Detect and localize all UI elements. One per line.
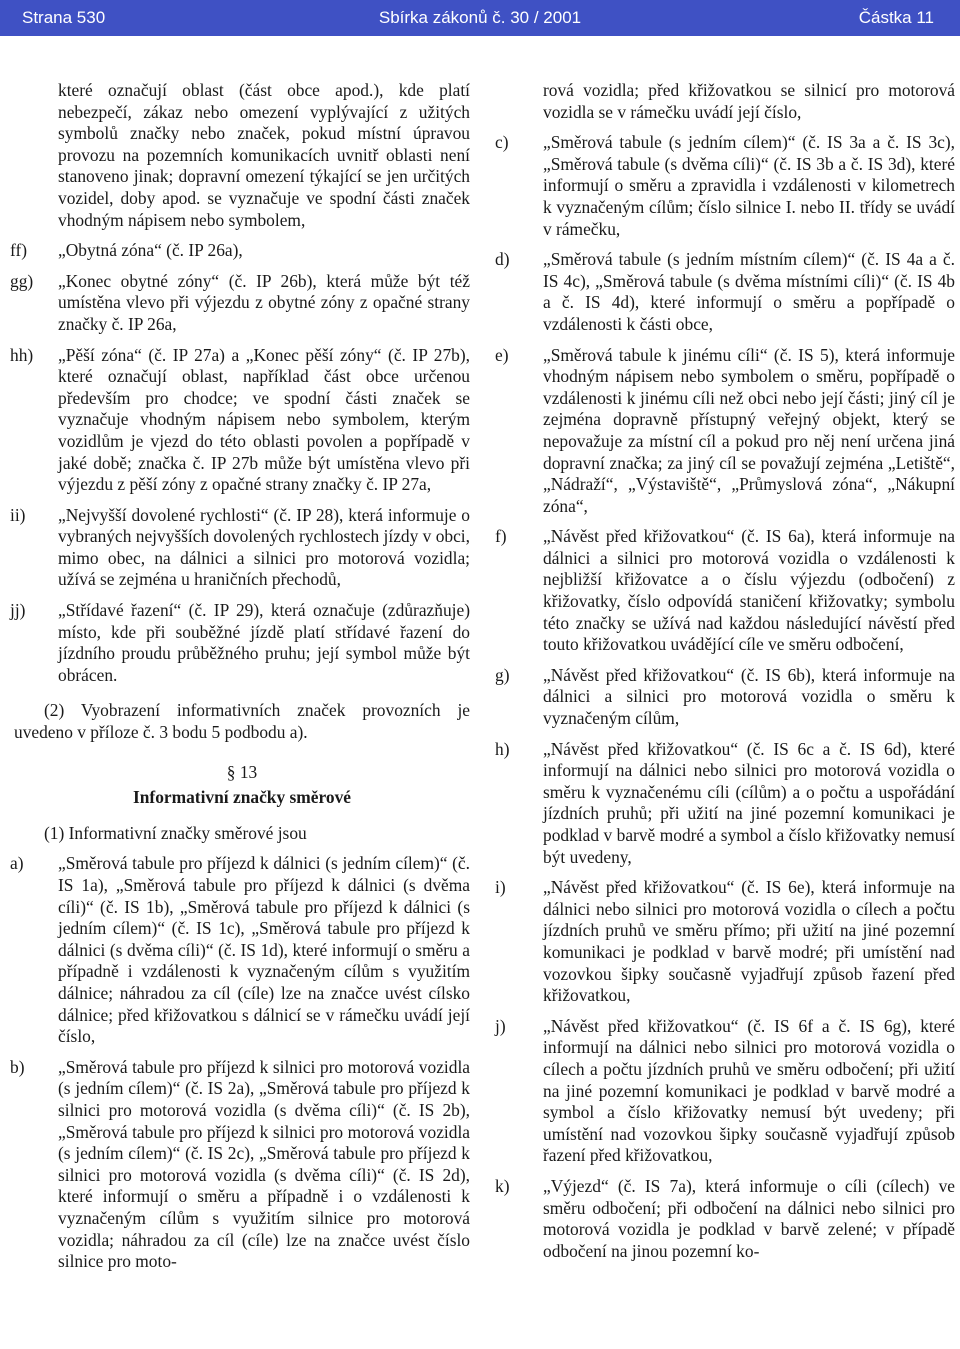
list-item (10, 344, 470, 496)
item-text: „Směrová tabule pro příjezd k dálnici (s jedním cílem)“ (č. IS 1a), „Směrová tabule pro příjezd k dálnici (s dvěma cíli)“ (č. IS 1b), „Směrová tabule pro příjezd k dálnici (s jedním cílem)“ (č. IS 1c), „Směrová tabule pro příjezd k dálnici (s dvěma cíli)“ (č. IS 1d), které informují o směru a případně i vzdálenosti k vyznačeným cílům s využitím dálnice; náhradou za cíl (cíle) lze na značce uvést cílsko dálnice; před křižovatkou s dálnicí se v rámečku uvádí její číslo, (58, 853, 470, 1047)
list-item (10, 600, 470, 686)
item-marker: f) (495, 526, 507, 547)
left-column (10, 80, 470, 1273)
item-marker: j) (495, 1015, 506, 1036)
item-marker: c) (495, 132, 509, 153)
item-text: „Návěst před křižovatkou“ (č. IS 6e), která informuje na dálnici nebo silnici pro motorová vozidla o cílech a počtu jízdních pruhů ve směru přímo; při užití na jiné pozemní komunikaci je podklad v barvě modré; při umístění nad vozovkou šipky současně vyjadřují způsob řazení před křižovatkou, (543, 877, 955, 1006)
section-intro: (1) Informativní značky směrové jsou (44, 822, 307, 843)
item-marker: g) (495, 664, 510, 685)
item-text: „Směrová tabule pro příjezd k silnici pro motorová vozidla (s jedním cílem)“ (č. IS 2a), „Směrová tabule pro příjezd k silnici pro motorová vozidla (s dvěma cíli)“ (č. IS 2b), „Směrová tabule pro příjezd k silnici pro motorová vozidla (s jedním cílem)“ (č. IS 2c), „Směrová tabule pro příjezd k silnici pro motorová vozidla (s dvěma cíli)“ (č. IS 2d), které informují o směru a případně i o vzdálenosti k vyznačeným cílům s využitím silnice pro motorová vozidla; náhradou za cíl (cíle) lze na značce uvést číslo silnice pro moto- (58, 1056, 470, 1272)
item-text: „Směrová tabule (s jedním místním cílem)“ (č. IS 4a a č. IS 4c), „Směrová tabule (s dvěma místními cíli)“ (č. IS 4b a č. IS 4d), které informují o směru a popřípadě o vzdálenosti k části obce, (543, 249, 955, 334)
page-number: Strana 530 (22, 8, 106, 27)
item-marker: k) (495, 1175, 510, 1196)
list-item (495, 526, 955, 656)
list-item (495, 1015, 955, 1167)
list-item (10, 504, 470, 591)
collection-title: Sbírka zákonů č. 30 / 2001 (378, 8, 582, 27)
item-marker: b) (10, 1056, 25, 1077)
item-marker: hh) (10, 344, 34, 365)
item-marker: ii) (10, 504, 26, 525)
item-marker: jj) (10, 600, 26, 621)
continued-paragraph: rová vozidla; před křižovatkou se silnicí pro motorová vozidla se v rámečku uvádí její číslo, (543, 80, 955, 122)
item-text: „Návěst před křižovatkou“ (č. IS 6f a č. IS 6g), které informují na dálnici nebo silnici pro motorová vozidla o cílech a počtu jízdních pruhů ve směru odbočení; při užití na jiné pozemní komunikaci je podklad v barvě modré a symbol a číslo křižovatky nemusí být uvedeny; při umístění nad vozovkou šipky současně vyjadřují způsob řazení před křižovatkou, (543, 1015, 955, 1166)
list-item (495, 738, 955, 869)
item-marker: e) (495, 344, 509, 365)
item-text: „Směrová tabule (s jedním cílem)“ (č. IS 3a a č. IS 3c), „Směrová tabule (s dvěma cíli)“ (č. IS 3b a č. IS 3d), které informují o směru a zpravidla i vzdálenosti v kilometrech k vyznačeným cílům; číslo silnice I. nebo II. třídy se uvádí v rámečku, (543, 132, 955, 239)
item-text: „Návěst před křižovatkou“ (č. IS 6b), která informuje na dálnici a silnici pro motorová vozidla o směru k vyznačeným cílům, (543, 664, 955, 729)
section-number: § 13 (226, 761, 258, 782)
list-item (495, 132, 955, 240)
list-item (495, 664, 955, 730)
item-text: „Konec obytné zóny“ (č. IP 26b), která může být též umístěna vlevo při výjezdu z obytné zóny z opačné strany značky č. IP 26a, (58, 270, 470, 334)
list-item (10, 853, 470, 1047)
issue-number: Částka 11 (858, 8, 934, 27)
item-text: „Výjezd“ (č. IS 7a), která informuje o cíli (cílech) ve směru odbočení; při odbočení na dálnici nebo silnici pro motorová vozidla je podklad v barvě zelené; v případě odbočení na jinou pozemní ko- (543, 1175, 955, 1261)
list-item (10, 270, 470, 336)
right-column (495, 80, 955, 1262)
item-text: „Střídavé řazení“ (č. IP 29), která označuje (zdůrazňuje) místo, kde při souběžné jízdě platí střídavé řazení do jízdního proudu průběžného pruhu; její symbol může být obrácen. (58, 600, 470, 685)
item-text: „Návěst před křižovatkou“ (č. IS 6c a č. IS 6d), které informují na dálnici nebo silnici pro motorová vozidla o směru k vyznačenému cíli (cílům) a o počtu a uspořádání jízdních pruhů; při užití na jiné pozemní komunikaci je podklad v barvě modré a symbol a číslo křižovatky nemusí být uvedeny, (543, 738, 955, 867)
item-marker: a) (10, 853, 24, 874)
page-header-bar (0, 0, 960, 36)
item-marker: i) (495, 877, 506, 898)
item-text: „Návěst před křižovatkou“ (č. IS 6a), která informuje na dálnici a silnici pro motorová vozidla o vzdálenosti k nejbližší křižovatce a o číslu výjezdu (odbočení) z křižovatky, číslo odpovídá staničení křižovatky; symbolu této značky se užívá nad každou následující návěstí před touto křižovatkou uvádějící cíle ve směru odbočení, (543, 526, 955, 655)
item-marker: h) (495, 738, 510, 759)
list-item (495, 1175, 955, 1262)
section-title: Informativní značky směrové (132, 787, 351, 808)
list-item (495, 877, 955, 1007)
item-text: „Obytná zóna“ (č. IP 26a), (58, 240, 243, 261)
item-text: „Nejvyšší dovolené rychlosti“ (č. IP 28), která informuje o vybraných nejvyšších dovolených rychlostech jízdy v obci, mimo obec, na dálnici a silnici pro motorová vozidla; užívá se zejména u hraničních přechodů, (58, 504, 470, 590)
list-item (10, 1056, 470, 1273)
list-item (495, 249, 955, 335)
list-item (10, 240, 470, 262)
item-marker: ff) (10, 240, 28, 261)
item-marker: d) (495, 249, 510, 270)
lead-paragraph: které označují oblast (část obce apod.), kde platí nebezpečí, zákaz nebo omezení vyplývající z užitých symbolů značky nebo značek, pokud místní úpravou provozu na pozemních komunikacích uvnitř oblasti není stanoveno jinak; dopravní omezení týkající se jen určitých vozidel, doby apod. se vyznačuje ve spodní části značek vhodným nápisem nebo symbolem, (58, 80, 470, 230)
list-item (495, 344, 955, 518)
item-marker: gg) (10, 270, 34, 291)
item-text: „Směrová tabule k jinému cíli“ (č. IS 5), která informuje vhodným nápisem nebo symbolem o směru, popřípadě o vzdálenosti k jinému cíli než obci nebo její části; jiný cíl je zejména dopravně přístupný veřejný objekt, který se nepovažuje za místní cíl a pokud pro něj není určena jiná dopravní značka; za jiný cíl se považují zejména „Letiště“, „Nádraží“, „Výstaviště“, „Průmyslová zóna“, „Nákupní zóna“, (543, 344, 955, 516)
item-text: „Pěší zóna“ (č. IP 27a) a „Konec pěší zóny“ (č. IP 27b), které označují oblast, například část obce určenou především pro chodce; ve spodní části značek se vyznačuje vhodným nápisem nebo symbolem, kterým vozidlům je vjezd do této oblasti povolen a popřípadě v jaké době; značka č. IP 27b může být umístěna vlevo při výjezdu z pěší zóny z opačné strany značky č. IP 27a, (58, 344, 470, 495)
paragraph-2: (2) Vyobrazení informativních značek provozních je uvedeno v příloze č. 3 bodu 5 podbodu a). (14, 700, 470, 743)
